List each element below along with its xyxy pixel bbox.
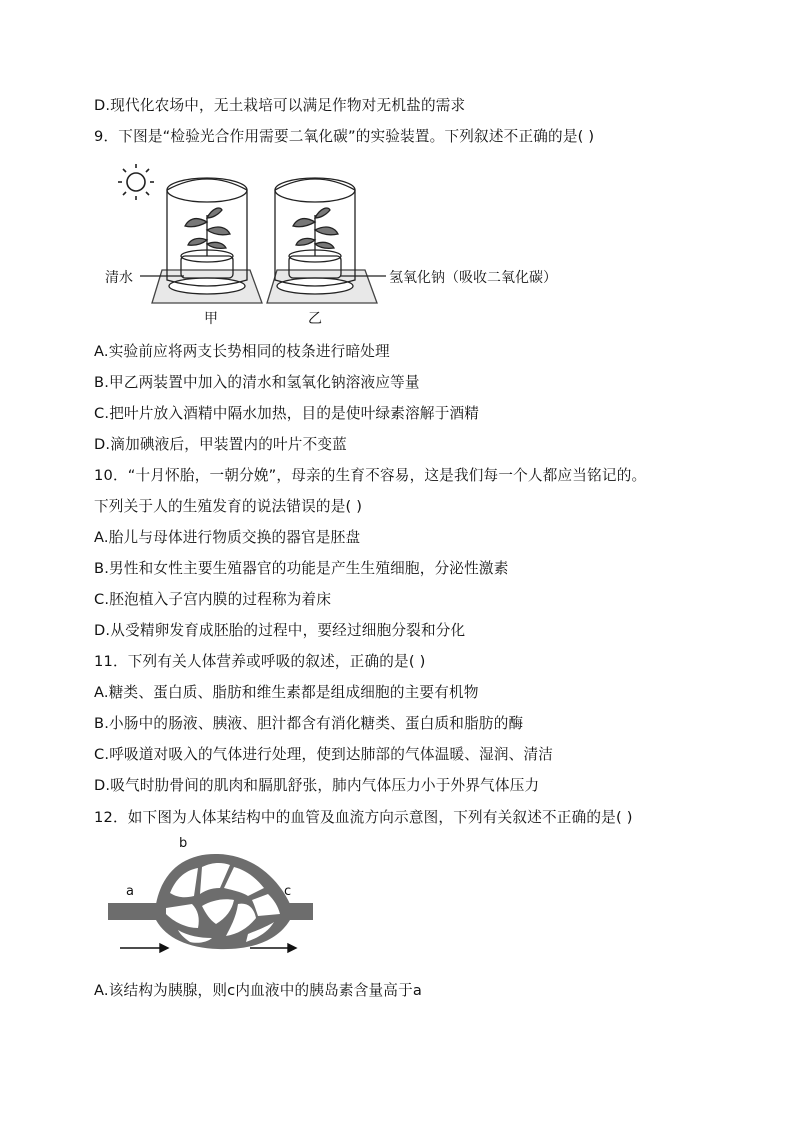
jar-jia [152,178,262,303]
label-c: c [284,884,292,899]
option-11b: B.小肠中的肠液、胰液、胆汁都含有消化糖类、蛋白质和脂肪的酶 [94,715,524,732]
question-11: 11．下列有关人体营养或呼吸的叙述，正确的是( ) [94,653,426,670]
option-10b: B.男性和女性主要生殖器官的功能是产生生殖细胞，分泌性激素 [94,560,509,577]
question-10: 10．“十月怀胎，一朝分娩”，母亲的生育不容易，这是我们每一个人都应当铭记的。 [94,467,647,484]
question-10-cont: 下列关于人的生殖发育的说法错误的是( ) [94,498,363,515]
option-9a: A.实验前应将两支长势相同的枝条进行暗处理 [94,343,390,360]
option-8d: D.现代化农场中，无土栽培可以满足作物对无机盐的需求 [94,97,466,114]
label-water: 清水 [105,270,133,286]
apparatus-diagram [100,160,580,330]
label-a: a [126,884,134,899]
option-9b: B.甲乙两装置中加入的清水和氢氧化钠溶液应等量 [94,374,420,391]
figure-blood-vessels [108,838,313,958]
label-b: b [179,836,188,851]
figure-photosynthesis-apparatus [100,160,580,330]
question-12: 12．如下图为人体某结构中的血管及血流方向示意图，下列有关叙述不正确的是( ) [94,809,633,826]
option-11a: A.糖类、蛋白质、脂肪和维生素都是组成细胞的主要有机物 [94,684,479,701]
option-10d: D.从受精卵发育成胚胎的过程中，要经过细胞分裂和分化 [94,622,466,639]
label-jia: 甲 [204,311,218,327]
option-10a: A.胎儿与母体进行物质交换的器官是胚盘 [94,529,361,546]
vessel-diagram [108,838,313,958]
jar-yi [267,178,377,303]
option-9c: C.把叶片放入酒精中隔水加热，目的是使叶绿素溶解于酒精 [94,405,480,422]
question-9: 9．下图是“检验光合作用需要二氧化碳”的实验装置。下列叙述不正确的是( ) [94,128,595,145]
option-12a: A.该结构为胰腺，则c内血液中的胰岛素含量高于a [94,982,423,999]
option-10c: C.胚泡植入子宫内膜的过程称为着床 [94,591,332,608]
label-naoh: 氢氧化钠（吸收二氧化碳） [389,270,557,286]
label-yi: 乙 [308,311,322,327]
sun-icon [118,164,154,200]
option-11d: D.吸气时肋骨间的肌肉和膈肌舒张，肺内气体压力小于外界气体压力 [94,777,540,794]
option-9d: D.滴加碘液后，甲装置内的叶片不变蓝 [94,436,347,453]
option-11c: C.呼吸道对吸入的气体进行处理，使到达肺部的气体温暖、湿润、清洁 [94,746,554,763]
